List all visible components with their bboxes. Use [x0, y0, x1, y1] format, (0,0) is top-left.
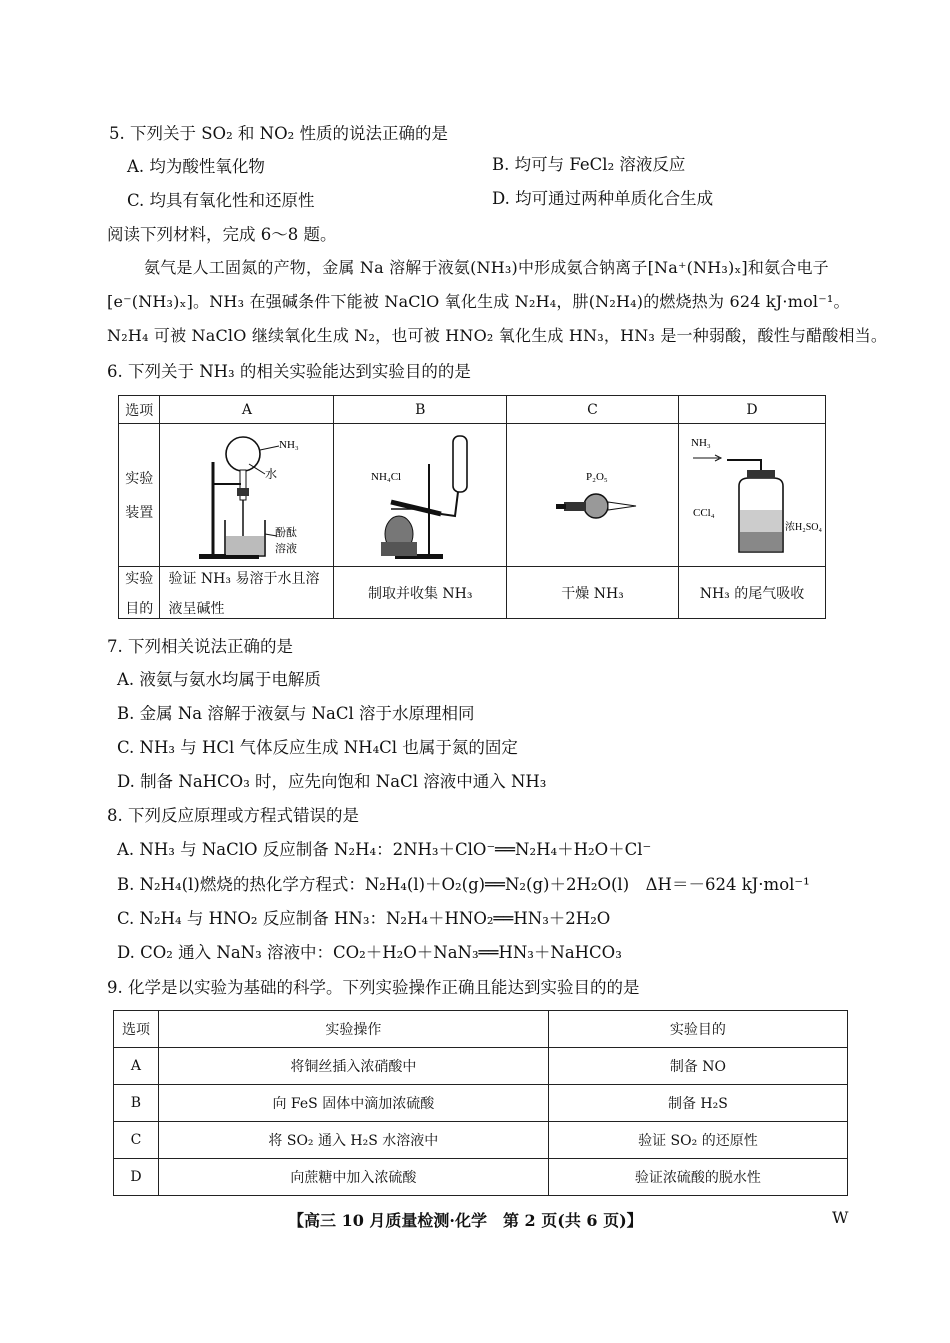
q9-header-option: 选项	[114, 1011, 159, 1048]
q6-purpose-a: 验证 NH₃ 易溶于水且溶 液呈碱性	[160, 567, 334, 619]
q6-purpose-b: 制取并收集 NH₃	[334, 567, 507, 619]
q8-option-a: A. NH₃ 与 NaClO 反应制备 N₂H₄：2NH₃＋ClO⁻══N₂H₄＋H₂O＋Cl⁻	[117, 840, 652, 859]
label-d-h2so4: 浓H₂SO₄	[784, 522, 822, 533]
q8-option-c: C. N₂H₄ 与 HNO₂ 反应制备 HN₃：N₂H₄＋HNO₂══HN₃＋2H₂O	[117, 909, 611, 928]
q6-apparatus-a	[160, 424, 334, 567]
q6-apparatus-d	[678, 424, 825, 567]
q6-header-option: 选项	[119, 396, 160, 424]
q9-header-purpose: 实验目的	[548, 1011, 847, 1048]
q9-stem: 9. 化学是以实验为基础的科学。下列实验操作正确且能达到实验目的的是	[107, 978, 640, 997]
q6-purpose-d: NH₃ 的尾气吸收	[678, 567, 825, 619]
reading-line-1: 氨气是人工固氮的产物，金属 Na 溶解于液氨(NH₃)中形成氨合钠离子[Na⁺(NH₃)ₓ]和氨合电子	[144, 258, 829, 277]
q7-option-c: C. NH₃ 与 HCl 气体反应生成 NH₄Cl 也属于氮的固定	[117, 738, 518, 757]
absorption-bottle-figure	[679, 424, 825, 562]
label-a-phenol-2: 溶液	[274, 543, 297, 555]
q9-table	[113, 1010, 848, 1196]
q6-stem: 6. 下列关于 NH₃ 的相关实验能达到实验目的的是	[107, 362, 471, 381]
q7-stem: 7. 下列相关说法正确的是	[107, 637, 293, 656]
q5-option-b: B. 均可与 FeCl₂ 溶液反应	[492, 155, 686, 174]
label-b-nh4cl: NH₄Cl	[371, 471, 402, 483]
table-row: D 向蔗糖中加入浓硫酸 验证浓硫酸的脱水性	[114, 1159, 848, 1196]
page-footer: 【高三 10 月质量检测·化学 第 2 页(共 6 页)】	[288, 1211, 643, 1230]
q6-apparatus-c	[507, 424, 679, 567]
q6-apparatus-b	[334, 424, 507, 567]
q7-option-d: D. 制备 NaHCO₃ 时，应先向饱和 NaCl 溶液中通入 NH₃	[117, 772, 547, 791]
drying-tube-figure	[508, 424, 678, 562]
q8-option-d: D. CO₂ 通入 NaN₃ 溶液中：CO₂＋H₂O＋NaN₃══HN₃＋NaHCO₃	[117, 943, 622, 962]
label-d-ccl4: CCl₄	[692, 507, 715, 519]
reading-intro: 阅读下列材料，完成 6～8 题。	[107, 225, 337, 244]
q5-option-a: A. 均为酸性氧化物	[127, 157, 265, 176]
table-row: A 将铜丝插入浓硝酸中 制备 NO	[114, 1048, 848, 1085]
fountain-apparatus-figure	[161, 424, 333, 562]
reading-line-2: [e⁻(NH₃)ₓ]。NH₃ 在强碱条件下能被 NaClO 氧化生成 N₂H₄，肼(N₂H₄)的燃烧热为 624 kJ·mol⁻¹。	[107, 292, 850, 311]
label-d-nh3: NH₃	[690, 437, 711, 449]
q5-option-c: C. 均具有氧化性和还原性	[127, 191, 315, 210]
q6-purpose-c: 干燥 NH₃	[507, 567, 679, 619]
q9-header-operation: 实验操作	[158, 1011, 548, 1048]
q8-stem: 8. 下列反应原理或方程式错误的是	[107, 806, 359, 825]
q7-option-a: A. 液氨与氨水均属于电解质	[117, 670, 321, 689]
reading-line-3: N₂H₄ 可被 NaClO 继续氧化生成 N₂，也可被 HNO₂ 氧化生成 HN₃，HN₃ 是一种弱酸，酸性与醋酸相当。	[107, 326, 888, 345]
q6-header-d: D	[678, 396, 825, 424]
q8-option-b: B. N₂H₄(l)燃烧的热化学方程式：N₂H₄(l)＋O₂(g)══N₂(g)＋2H₂O(l) ΔH＝－624 kJ·mol⁻¹	[117, 875, 810, 894]
heating-apparatus-figure	[335, 424, 505, 562]
q6-table	[118, 395, 826, 619]
table-row: C 将 SO₂ 通入 H₂S 水溶液中 验证 SO₂ 的还原性	[114, 1122, 848, 1159]
q5-option-d: D. 均可通过两种单质化合生成	[492, 189, 714, 208]
q6-row-apparatus-label: 实验 装置	[119, 424, 160, 567]
q6-header-c: C	[507, 396, 679, 424]
label-a-water: 水	[264, 467, 277, 481]
label-c-p2o5: P₂O₅	[585, 471, 608, 483]
footer-mark: W	[832, 1208, 849, 1227]
label-a-nh3: NH₃	[278, 439, 299, 451]
q6-header-b: B	[334, 396, 507, 424]
q6-header-a: A	[160, 396, 334, 424]
label-a-phenol-1: 酚酞	[274, 527, 297, 539]
q5-stem: 5. 下列关于 SO₂ 和 NO₂ 性质的说法正确的是	[109, 124, 448, 143]
q6-row-purpose-label: 实验 目的	[119, 567, 160, 619]
table-row: B 向 FeS 固体中滴加浓硫酸 制备 H₂S	[114, 1085, 848, 1122]
q7-option-b: B. 金属 Na 溶解于液氨与 NaCl 溶于水原理相同	[117, 704, 475, 723]
